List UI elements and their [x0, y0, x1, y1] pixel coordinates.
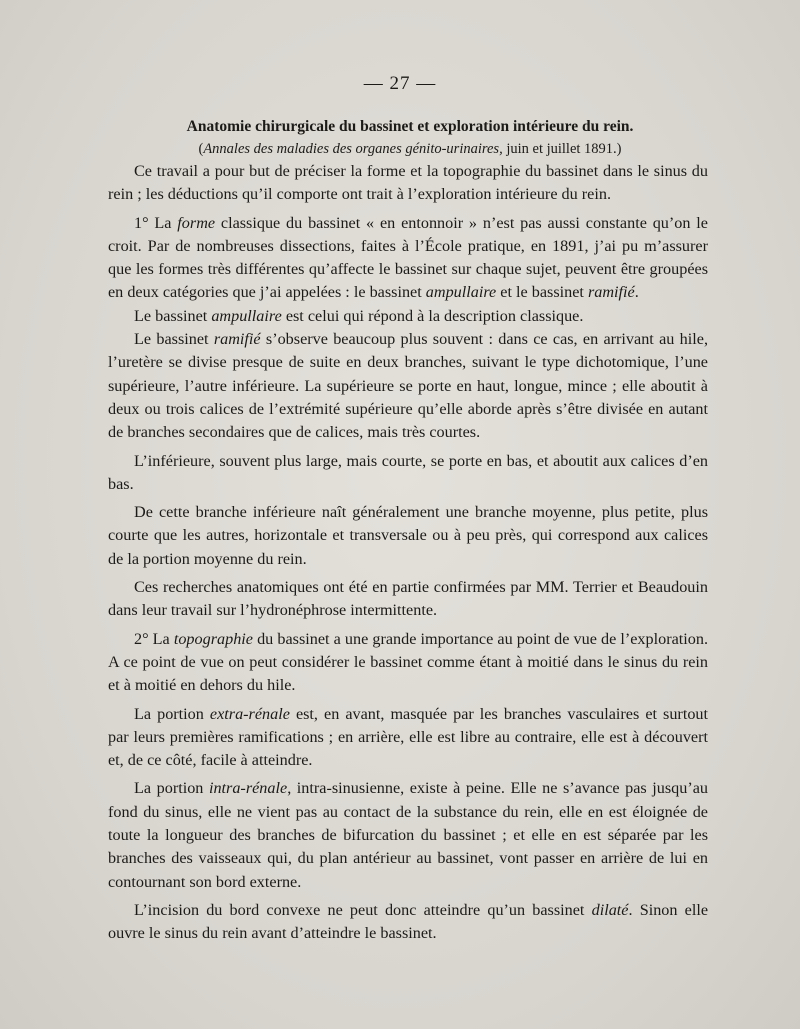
paragraph-1 — [108, 160, 708, 207]
paragraph-6 — [108, 501, 708, 571]
paragraph-10 — [108, 777, 708, 893]
page-number: — 27 — — [363, 73, 437, 94]
paragraph-text: . — [634, 283, 639, 302]
paragraph-text: La portion — [134, 704, 210, 723]
emphasis-ampullaire: ampullaire — [425, 283, 497, 302]
emphasis-topographie: topographie — [173, 629, 253, 648]
paragraph-5 — [108, 450, 708, 497]
paragraph-text: est, en avant, masquée par les branches vasculaires et surtout par leurs premières ramifications ; en arrière, elle est libre au contraire, elle est à découvert et, de ce côté, facile à atteindre. — [108, 704, 708, 770]
paragraph-text: et le bassinet — [496, 283, 588, 302]
paragraph-3 — [108, 305, 708, 328]
paragraph-text: L’incision du bord convexe ne peut donc atteindre qu’un bassinet — [134, 900, 592, 919]
emphasis-forme: forme — [177, 213, 216, 232]
paragraph-text: La portion — [134, 779, 209, 798]
paragraph-4 — [108, 328, 708, 444]
paragraph-text: Ces recherches anatomiques ont été en partie confirmées par MM. Terrier et Beaudouin dans leur travail sur l’hydronéphrose intermittente. — [108, 578, 708, 620]
paragraph-text: , intra-sinusienne, existe à peine. Elle ne s’avance pas jusqu’au fond du sinus, elle ne vient pas au contact de la substance du rein, elle en est éloignée de toute la longueur des branches de bifurcation du bassinet ; et elle en est séparée par les branches des vaisseaux qui, du plan antérieur au bassinet, vont passer en arrière de lui en contournant son bord externe. — [108, 779, 708, 891]
source-open-paren: ( — [198, 141, 204, 157]
paragraph-text: du bassinet a une grande importance au point de vue de l’exploration. A ce point de vue on peut considérer le bassinet comme étant à moitié dans le sinus du rein et à moitié en dehors du hile. — [108, 629, 709, 695]
paragraph-text: . Sinon elle ouvre le sinus du rein avant d’atteindre le bassinet. — [108, 900, 708, 943]
paragraph-11 — [108, 899, 708, 946]
paragraph-9 — [108, 703, 708, 773]
paragraph-text: 1° La — [134, 213, 178, 232]
paragraph-text: Le bassinet — [134, 330, 214, 349]
emphasis-ramifie: ramifié — [213, 330, 261, 349]
paragraph-text: s’observe beaucoup plus souvent : dans ce cas, en arrivant au hile, l’uretère se divise presque de suite en deux branches, suivant le type dichotomique, l’une supérieure, l’autre inférieure. La supérieure se porte en haut, longue, mince ; elle aboutit à deux ou trois calices de l’extrémité supérieure qu’elle aborde après s’être divisée en autant de branches secondaires que de calices, mais très courtes. — [108, 330, 708, 442]
emphasis-ampullaire: ampullaire — [211, 306, 282, 325]
source-date: juin et juillet 1891.) — [502, 141, 622, 157]
emphasis-extra-renale: extra-rénale — [209, 704, 290, 723]
paragraph-text: L’inférieure, souvent plus large, mais courte, se porte en bas, et aboutit aux calices d’en bas. — [108, 451, 708, 493]
paragraph-text: Ce travail a pour but de préciser la forme et la topographie du bassinet dans le sinus du rein ; les déductions qu’il comporte ont trait à l’exploration intérieure du rein. — [108, 162, 708, 204]
emphasis-dilate: dilaté — [591, 900, 629, 919]
paragraph-8 — [108, 628, 708, 698]
paragraph-text: est celui qui répond à la description classique. — [281, 306, 584, 325]
paragraph-text: De cette branche inférieure naît généralement une branche moyenne, plus petite, plus courte que les autres, horizontale et transversale ou à peu près, qui correspond aux calices de la portion moyenne du rein. — [108, 503, 708, 568]
emphasis-intra-renale: intra-rénale — [208, 779, 288, 798]
emphasis-ramifie: ramifié — [587, 283, 635, 302]
article-source — [110, 139, 710, 159]
paragraph-2 — [108, 212, 708, 305]
paragraph-text: 2° La — [134, 629, 174, 648]
article-title: Anatomie chirurgicale du bassinet et exploration intérieure du rein. — [186, 118, 634, 135]
paragraph-text: classique du bassinet « en entonnoir » n’est pas aussi constante qu’on le croit. Par de nombreuses dissections, faites à l’École pratique, en 1891, j’ai pu m’assurer que les formes très différentes qu’affecte le bassinet sur chaque sujet, peuvent être groupées en deux catégories que j’ai appelées : le bassinet — [108, 213, 708, 302]
paragraph-text: Le bassinet — [134, 306, 212, 325]
paragraph-7 — [108, 576, 708, 623]
article-body — [108, 160, 708, 946]
source-journal: Annales des maladies des organes génito-urinaires, — [203, 141, 503, 157]
